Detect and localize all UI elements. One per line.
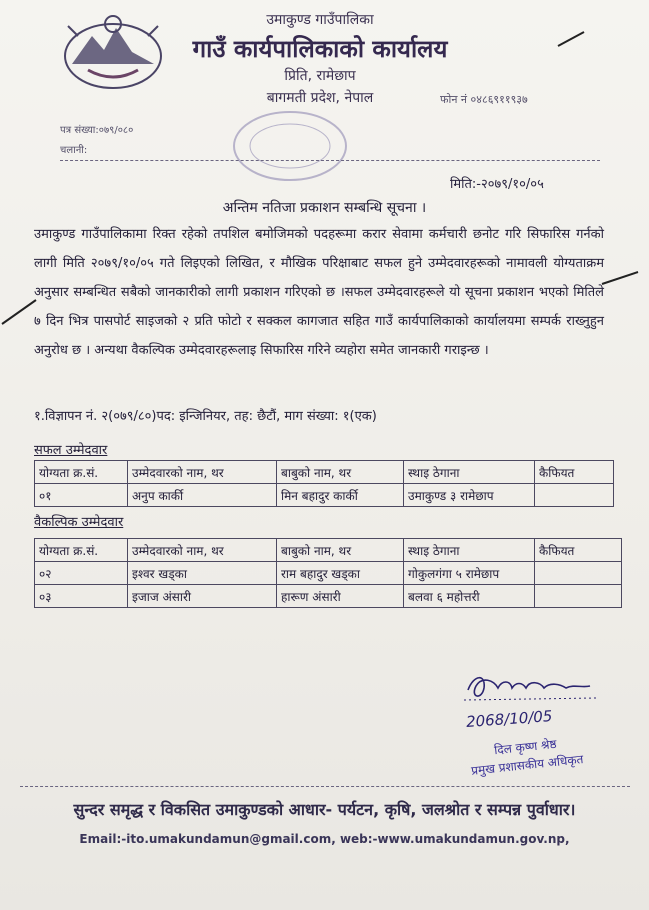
table-cell: ०१: [35, 484, 128, 507]
signatory-stamp: [468, 732, 584, 780]
table-cell: मिन बहादुर कार्की: [277, 484, 404, 507]
notice-body: उमाकुण्ड गाउँपालिकामा रिक्त रहेको तपशिल बमोजिमको पदहरूमा करार सेवामा कर्मचारी छनोट गरि सिफारिस गर्नको लागी मिति २०७९/१०/०५ गते लिइएको लिखित, र मौखिक परिक्षाबाट सफल हुने उम्मेदवारहरूको नामावली योग्यताक्रम अनुसार सम्बन्धित सबैको जानकारीको लागी प्रकाशन गरिएको छ ।सफल उम्मेदवारहरूले यो सूचना प्रकाशन भएको मितिले ७ दिन भित्र पासपोर्ट साइजको २ प्रति फोटो र सक्कल कागजात सहित गाउँ कार्यपालिकाको कार्यालयमा सम्पर्क राख्नुहुन अनुरोध छ । अन्यथा वैकल्पिक उम्मेदवारहरूलाइ सिफारिस गरिने व्यहोरा समेत जानकारी गराइन्छ ।: [34, 227, 604, 358]
table-header-cell: योग्यता क्र.सं.: [35, 539, 128, 562]
pen-mark-icon: [0, 296, 40, 326]
signatory-title: प्रमुख प्रशासकीय अधिकृत: [470, 752, 585, 778]
table-header-row: [35, 461, 614, 484]
nepal-emblem-icon: [58, 6, 168, 96]
table-row: [35, 484, 614, 507]
table-cell: इजाज अंसारी: [128, 585, 277, 608]
table-header-cell: कैफियत: [535, 461, 614, 484]
table-row: [35, 562, 622, 585]
footer-divider: [20, 786, 630, 787]
table-cell: इश्वर खड्का: [128, 562, 277, 585]
office-name: गाउँ कार्यपालिकाको कार्यालय: [192, 35, 448, 63]
office-place: प्रिति, रामेछाप: [284, 68, 356, 84]
pen-mark-icon: [600, 266, 640, 286]
office-seal-icon: [230, 108, 350, 183]
table-cell: ०३: [35, 585, 128, 608]
letter-number: पत्र संख्या:०७९/०८०: [60, 125, 134, 136]
office-phone: फोन नं ०४८६९११९३७: [440, 93, 528, 106]
footer-contact: Email:-ito.umakundamun@gmail.com, web:-www.umakundamun.gov.np,: [79, 832, 570, 846]
header-divider: [60, 160, 600, 161]
alternate-table: [34, 538, 622, 608]
table-header-cell: बाबुको नाम, थर: [277, 461, 404, 484]
table-row: [35, 585, 622, 608]
table-header-cell: बाबुको नाम, थर: [277, 539, 404, 562]
table-cell: राम बहादुर खड्का: [277, 562, 404, 585]
table-header-cell: कैफियत: [535, 539, 622, 562]
alternate-heading: वैकल्पिक उम्मेदवार: [34, 515, 124, 530]
pen-mark-icon: [556, 28, 586, 48]
table-cell: [535, 585, 622, 608]
office-province: बागमती प्रदेश, नेपाल: [266, 90, 374, 106]
successful-heading: सफल उम्मेदवार: [34, 443, 108, 458]
table-header-cell: स्थाइ ठेगाना: [404, 461, 535, 484]
dispatch-number: चलानी:: [60, 145, 88, 156]
advertisement-line: १.विज्ञापन नं. २(०७९/८०)पद: इन्जिनियर, तह: छैटौं, माग संख्या: १(एक): [34, 409, 377, 424]
signature-date: 2068/10/05: [465, 707, 553, 731]
footer-slogan: सुन्दर समृद्ध र विकसित उमाकुण्डको आधार- पर्यटन, कृषि, जलश्रोत र सम्पन्न पुर्वाधार।: [73, 800, 576, 819]
table-header-cell: उम्मेदवारको नाम, थर: [128, 539, 277, 562]
table-cell: ०२: [35, 562, 128, 585]
table-header-cell: योग्यता क्र.सं.: [35, 461, 128, 484]
table-cell: गोकुलगंगा ५ रामेछाप: [404, 562, 535, 585]
rural-municipality-name: उमाकुण्ड गाउँपालिका: [266, 12, 374, 28]
table-header-cell: स्थाइ ठेगाना: [404, 539, 535, 562]
notice-title: अन्तिम नतिजा प्रकाशन सम्बन्धि सूचना ।: [222, 200, 427, 216]
successful-table: [34, 460, 614, 507]
table-cell: हारूण अंसारी: [277, 585, 404, 608]
table-cell: बलवा ६ महोत्तरी: [404, 585, 535, 608]
table-cell: [535, 562, 622, 585]
table-cell: [535, 484, 614, 507]
table-cell: अनुप कार्की: [128, 484, 277, 507]
signatory-name: दिल कृष्ण श्रेष्ठ: [493, 736, 558, 758]
notice-date: मिति:-२०७९/१०/०५: [450, 177, 544, 192]
table-header-row: [35, 539, 622, 562]
table-cell: उमाकुण्ड ३ रामेछाप: [404, 484, 535, 507]
table-header-cell: उम्मेदवारको नाम, थर: [128, 461, 277, 484]
